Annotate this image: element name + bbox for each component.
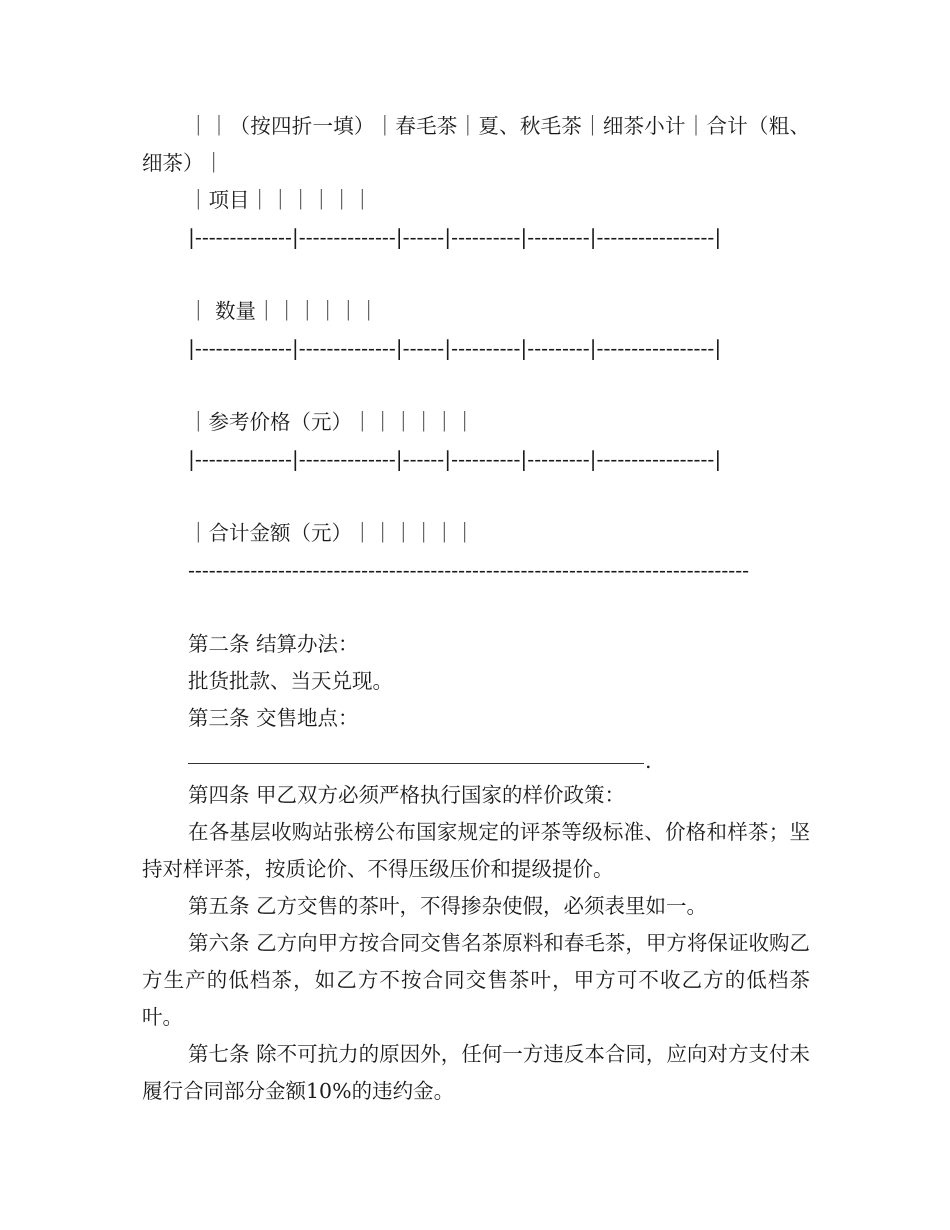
- table-row-total: ｜合计金额（元）｜｜｜｜｜｜: [188, 521, 475, 545]
- article-4-title: 第四条 甲乙双方必须严格执行国家的样价政策：: [188, 783, 626, 807]
- article-2-body: 批货批款、当天兑现。: [188, 669, 393, 693]
- table-separator: |--------------|--------------|------|----------|---------|-----------------|: [188, 225, 722, 249]
- table-row-item: ｜项目｜｜｜｜｜｜: [188, 188, 373, 212]
- article-5-text: 第五条 乙方交售的茶叶，不得掺杂使假，必须表里如一。: [188, 894, 708, 918]
- article-3-title: 第三条 交售地点：: [188, 706, 359, 730]
- table-header-row: ｜｜（按四折一填）｜春毛茶｜夏、秋毛茶｜细茶小计｜合计（粗、细茶）｜: [142, 114, 810, 175]
- article-6-text: 第六条 乙方向甲方按合同交售名茶原料和春毛茶，甲方将保证收购乙方生产的低档茶，如乙方不按合同交售茶叶，甲方可不收乙方的低档茶叶。: [142, 931, 810, 1029]
- table-row-quantity: ｜ 数量｜｜｜｜｜｜: [188, 299, 380, 323]
- table-bottom-rule: ---------------------------------------------------------------------------------: [188, 558, 750, 582]
- article-2-title: 第二条 结算办法：: [188, 632, 359, 656]
- table-separator: |--------------|--------------|------|----------|---------|-----------------|: [188, 447, 722, 471]
- blank-end-period: .: [645, 749, 652, 773]
- table-separator: |--------------|--------------|------|----------|---------|-----------------|: [188, 336, 722, 360]
- table-row-price: ｜参考价格（元）｜｜｜｜｜｜: [188, 410, 475, 434]
- blank-underline: [188, 763, 644, 764]
- article-7-text: 第七条 除不可抗力的原因外，任何一方违反本合同，应向对方支付未履行合同部分金额10%的违约金。: [142, 1042, 810, 1103]
- article-4-body: 在各基层收购站张榜公布国家规定的评茶等级标准、价格和样茶；坚持对样评茶，按质论价、不得压级压价和提级提价。: [142, 820, 810, 881]
